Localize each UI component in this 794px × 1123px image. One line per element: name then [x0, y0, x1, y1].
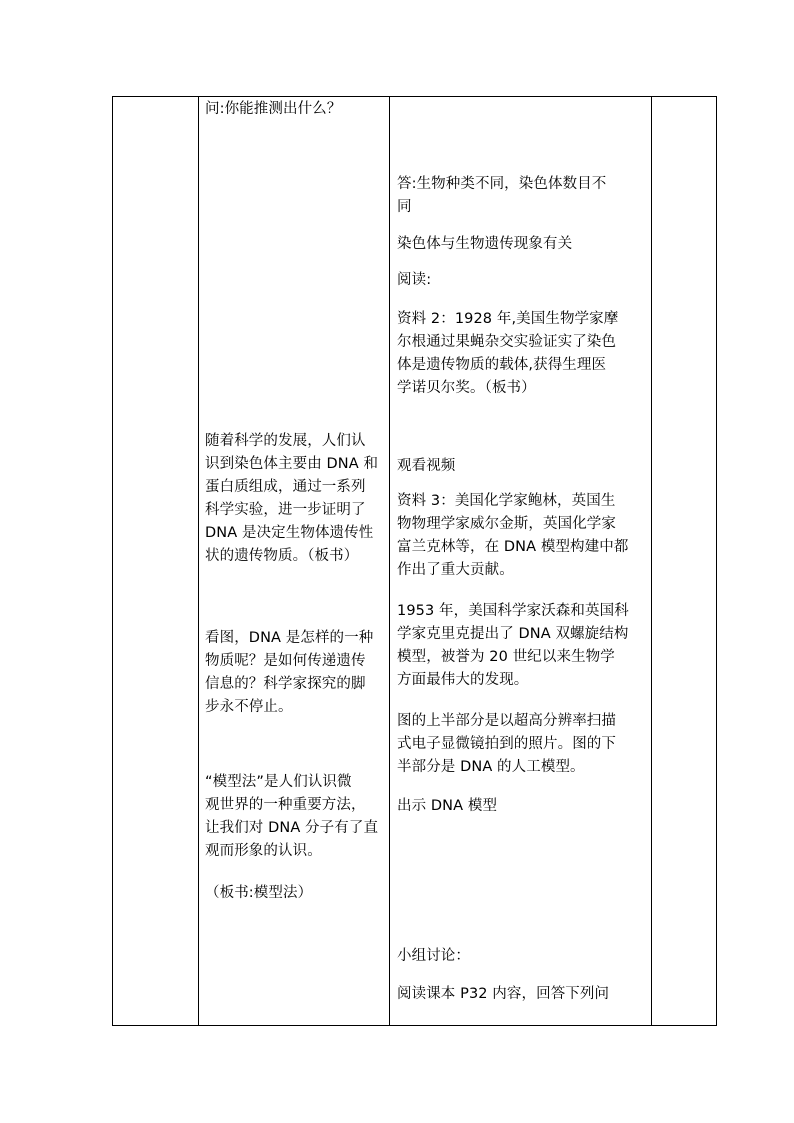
- read-label: 阅读:: [397, 272, 432, 288]
- material-3-paragraph: 资料 3：美国化学家鲍林，英国生 物物理学家威尔金斯，英国化学家 富兰克林等，在 DNA 模型构建中都 作出了重大贡献。: [397, 493, 629, 578]
- science-progress-paragraph: 随着科学的发展，人们认 识到染色体主要由 DNA 和 蛋白质组成，通过一系列 科学实验，进一步证明了 DNA 是决定生物体遗传性 状的遗传物质。（板书）: [205, 433, 379, 564]
- answer-paragraph: 答:生物种类不同，染色体数目不 同: [397, 176, 607, 215]
- question-infer-text: 问:你能推测出什么？: [205, 101, 342, 117]
- group-discussion-text: 小组讨论：: [397, 948, 470, 964]
- material-2-paragraph: 资料 2：1928 年,美国生物学家摩 尔根通过果蝇杂交实验证实了染色 体是遗传物质的载体,获得生理医 学诺贝尔奖。（板书）: [397, 311, 619, 396]
- read-textbook-text: 阅读课本 P32 内容，回答下列问: [397, 986, 610, 1002]
- show-dna-model-text: 出示 DNA 模型: [397, 798, 498, 814]
- column-divider-2: [389, 96, 390, 1026]
- year-1953-paragraph: 1953 年，美国科学家沃森和英国科 学家克里克提出了 DNA 双螺旋结构 模型，被誉为 20 世纪以来生物学 方面最伟大的发现。: [397, 603, 629, 688]
- model-method-paragraph: “模型法”是人们认识微 观世界的一种重要方法， 让我们对 DNA 分子有了直 观而形象的认识。: [205, 774, 379, 859]
- image-description-paragraph: 图的上半部分是以超高分辨率扫描 式电子显微镜拍到的照片。图的下 半部分是 DNA 的人工模型。: [397, 713, 616, 775]
- chromosome-relation-text: 染色体与生物遗传现象有关: [397, 236, 573, 252]
- column-divider-1: [198, 96, 199, 1026]
- board-model-method-text: （板书:模型法）: [205, 885, 313, 901]
- column-divider-3: [651, 96, 652, 1026]
- look-at-picture-paragraph: 看图，DNA 是怎样的一种 物质呢？是如何传递遗传 信息的？科学家探究的脚 步永不停止。: [205, 630, 374, 715]
- watch-video-text: 观看视频: [397, 458, 456, 474]
